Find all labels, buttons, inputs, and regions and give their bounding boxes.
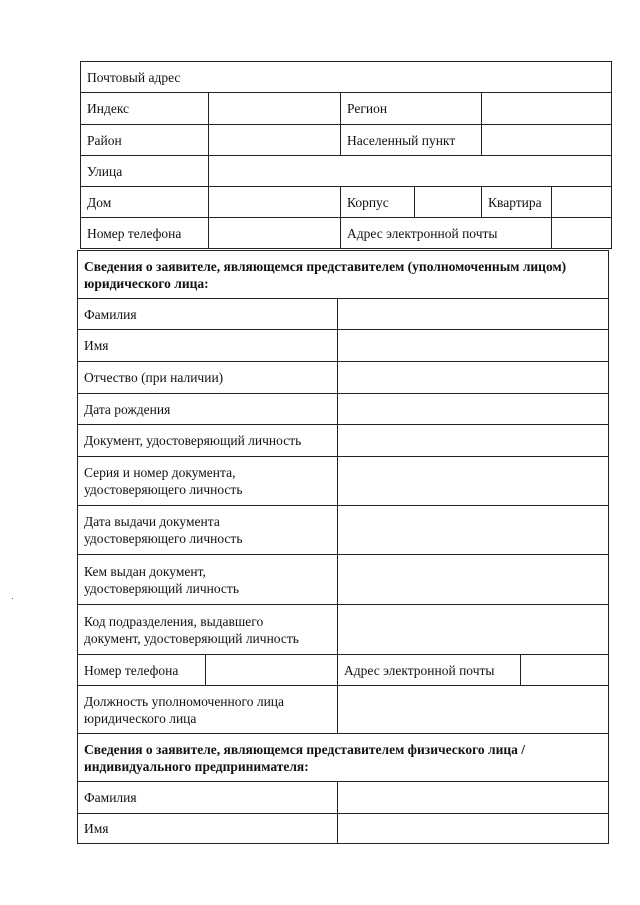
scan-speck: [12, 598, 13, 599]
position-field[interactable]: [338, 686, 609, 734]
division-code-line2: документ, удостоверяющий личность: [84, 630, 299, 646]
ind-surname-field[interactable]: [338, 782, 609, 814]
doc-issue-date-line1: Дата выдачи документа: [84, 514, 220, 529]
district-label: Район: [81, 125, 209, 156]
district-field[interactable]: [209, 125, 341, 156]
email-field[interactable]: [552, 218, 612, 249]
position-line1: Должность уполномоченного лица: [84, 693, 285, 709]
doc-issue-date-field[interactable]: [338, 506, 609, 555]
apartment-field[interactable]: [552, 187, 612, 218]
division-code-field[interactable]: [338, 605, 609, 655]
individual-rep-header: Сведения о заявителе, являющемся представителем физического лица / индивидуального предпринимателя:: [78, 734, 609, 782]
building-label: Корпус: [341, 187, 415, 218]
phone-label: Номер телефона: [81, 218, 209, 249]
region-label: Регион: [341, 93, 482, 125]
patronymic-field[interactable]: [338, 362, 609, 394]
locality-field[interactable]: [482, 125, 612, 156]
street-label: Улица: [81, 156, 209, 187]
rep-email-label: Адрес электронной почты: [338, 655, 521, 686]
name-field[interactable]: [338, 330, 609, 362]
name-label: Имя: [78, 330, 338, 362]
address-section: [80, 61, 610, 249]
surname-label: Фамилия: [78, 299, 338, 330]
postal-address-label: Почтовый адрес: [81, 62, 612, 93]
representative-section: [77, 250, 609, 844]
position-label: [78, 686, 338, 734]
id-document-label: Документ, удостоверяющий личность: [78, 425, 338, 457]
id-document-field[interactable]: [338, 425, 609, 457]
surname-field[interactable]: [338, 299, 609, 330]
birth-date-field[interactable]: [338, 394, 609, 425]
apartment-label: Квартира: [482, 187, 552, 218]
email-label: Адрес электронной почты: [341, 218, 552, 249]
doc-series-number-field[interactable]: [338, 457, 609, 506]
region-field[interactable]: [482, 93, 612, 125]
doc-issued-by-label: [78, 555, 338, 605]
doc-issue-date-line2: удостоверяющего личность: [84, 531, 243, 546]
house-label: Дом: [81, 187, 209, 218]
building-field[interactable]: [415, 187, 482, 218]
rep-phone-field[interactable]: [206, 655, 338, 686]
house-field[interactable]: [209, 187, 341, 218]
rep-email-field[interactable]: [521, 655, 609, 686]
ind-name-label: Имя: [78, 814, 338, 844]
doc-series-number-label: [78, 457, 338, 506]
index-field[interactable]: [209, 93, 341, 125]
doc-series-number-line2: удостоверяющего личность: [84, 482, 243, 497]
position-line2: юридического лица: [84, 710, 197, 726]
doc-issued-by-field[interactable]: [338, 555, 609, 605]
rep-phone-label: Номер телефона: [78, 655, 206, 686]
phone-field[interactable]: [209, 218, 341, 249]
doc-issued-by-line1: Кем выдан документ,: [84, 563, 206, 579]
birth-date-label: Дата рождения: [78, 394, 338, 425]
legal-rep-header: Сведения о заявителе, являющемся представителем (уполномоченным лицом) юридического лица:: [78, 251, 609, 299]
ind-name-field[interactable]: [338, 814, 609, 844]
doc-series-number-line1: Серия и номер документа,: [84, 465, 236, 480]
index-label: Индекс: [81, 93, 209, 125]
doc-issued-by-line2: удостоверяющий личность: [84, 580, 239, 596]
locality-label: Населенный пункт: [341, 125, 482, 156]
division-code-label: [78, 605, 338, 655]
patronymic-label: Отчество (при наличии): [78, 362, 338, 394]
street-field[interactable]: [209, 156, 612, 187]
division-code-line1: Код подразделения, выдавшего: [84, 613, 264, 629]
ind-surname-label: Фамилия: [78, 782, 338, 814]
doc-issue-date-label: [78, 506, 338, 555]
